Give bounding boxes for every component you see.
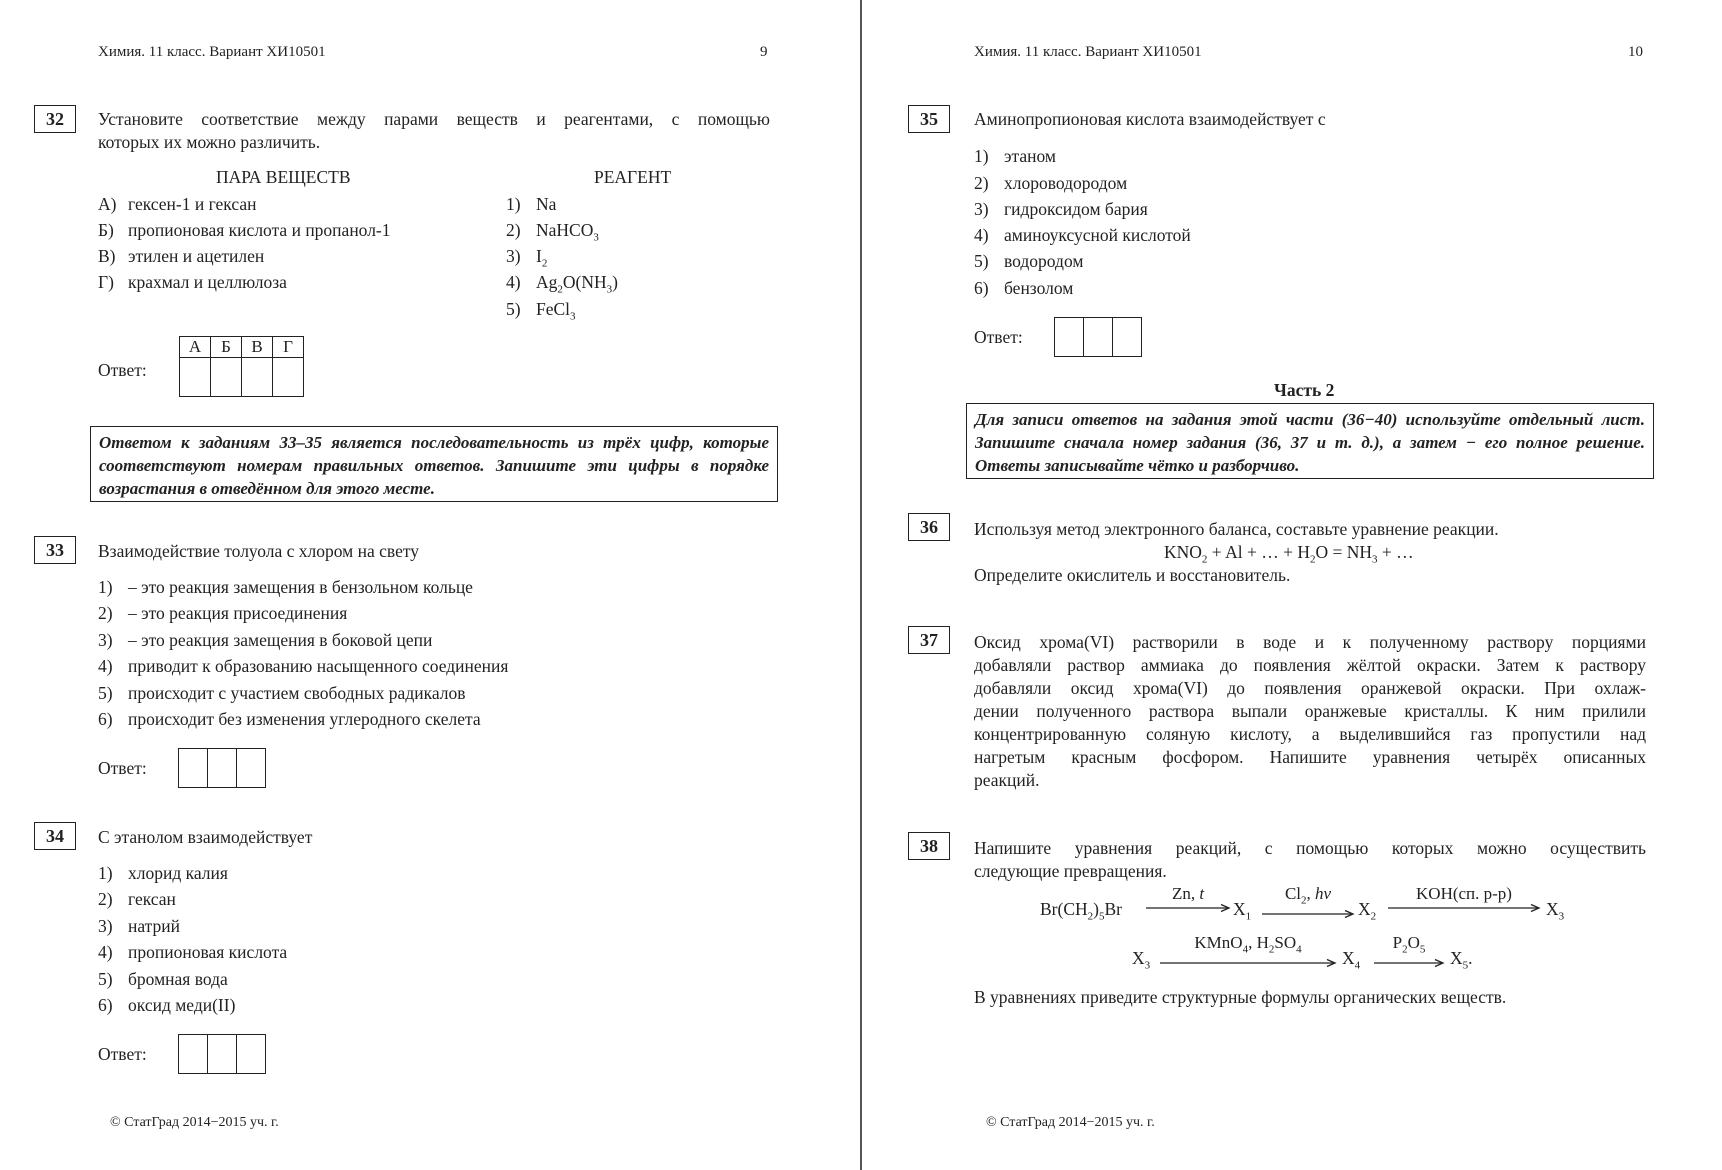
q36-text-line1: Используя метод электронного баланса, составьте уравнение реакции. — [974, 519, 1499, 539]
q38-text-line3: В уравнениях приведите структурные формулы органических веществ. — [974, 987, 1507, 1007]
q37-line5: концентрированную соляную кислоту, а выделившийся газ пропустили над — [974, 724, 1646, 744]
arrow-2-line — [1260, 909, 1356, 919]
q32-reagent-4: 4) $Ag_2O(NH_3)$ — [506, 272, 618, 296]
q35-text: Аминопропионовая кислота взаимодействует с — [974, 109, 1326, 129]
q32-text-line2: которых их можно различить. — [98, 132, 321, 152]
q33-option-6: 6) происходит без изменения углеродного скелета — [98, 709, 481, 729]
right-page — [862, 0, 1722, 1170]
arrow-1: Zn, t — [1144, 885, 1232, 913]
instruction-box: Ответом к заданиям 33–35 является последовательность из трёх цифр, которые соответствуют номерам правильных ответов. Запишите эти цифры в порядке возрастания в отведённом для этого месте. — [90, 426, 778, 502]
page-header: Химия. 11 класс. Вариант ХИ10501 — [974, 44, 1202, 60]
x2-label: $X_2$ — [1358, 899, 1377, 923]
page-number: 10 — [1628, 44, 1643, 60]
q34-option-5: 5) бромная вода — [98, 969, 228, 989]
question-number-32: 32 — [34, 105, 76, 133]
arrow-1-line — [1144, 903, 1232, 913]
q32-answer-cell-c[interactable] — [242, 358, 273, 397]
q33-answer-boxes[interactable] — [179, 748, 266, 788]
q35-answer-label: Ответ: — [974, 327, 1023, 347]
part2-title: Часть 2 — [1274, 380, 1335, 400]
q33-option-1: 1) – это реакция замещения в бензольном кольце — [98, 577, 473, 597]
scheme-start-compound: $Br(CH_2)_5Br$ — [1040, 899, 1122, 923]
q34-option-2: 2) гексан — [98, 889, 176, 909]
q32-col2-header: РЕАГЕНТ — [594, 167, 672, 187]
q32-pair-b: Б) пропионовая кислота и пропанол-1 — [98, 220, 391, 240]
question-number-35: 35 — [908, 105, 950, 133]
q37-line1: Оксид хрома(VI) растворили в воде и к полученному раствору порциями — [974, 632, 1646, 652]
q32-answer-table — [179, 336, 304, 397]
q32-pair-d: Г) крахмал и целлюлоза — [98, 272, 287, 292]
q37-line2: добавляли раствор аммиака до появления жёлтой окраски. Затем к раствору — [974, 655, 1646, 675]
q37-line4: дении полученного раствора выпали оранжевые кристаллы. К ним прилили — [974, 701, 1646, 721]
x3-start-label: $X_3$ — [1132, 948, 1151, 972]
q36-text-line2: Определите окислитель и восстановитель. — [974, 565, 1291, 585]
q35-option-6: 6) бензолом — [974, 278, 1074, 298]
q35-option-5: 5) водородом — [974, 251, 1084, 271]
q33-option-4: 4) приводит к образованию насыщенного соединения — [98, 656, 509, 676]
x5-label: $X_5$. — [1450, 948, 1473, 972]
q32-table-header-a: А — [180, 337, 211, 358]
q32-pair-c: В) этилен и ацетилен — [98, 246, 265, 266]
q35-option-1: 1) этаном — [974, 146, 1056, 166]
q32-table-header-d: Г — [273, 337, 304, 358]
q32-reagent-1: 1) Na — [506, 194, 557, 214]
page-footer: © СтатГрад 2014−2015 уч. г. — [110, 1115, 279, 1130]
q37-line3: добавляли оксид хрома(VI) до появления оранжевой окраски. При охлаж- — [974, 678, 1646, 698]
page-footer: © СтатГрад 2014−2015 уч. г. — [986, 1115, 1155, 1130]
arrow-2: $Cl_2$, hν — [1260, 885, 1356, 919]
q33-option-3: 3) – это реакция замещения в боковой цепи — [98, 630, 433, 650]
q35-option-3: 3) гидроксидом бария — [974, 199, 1148, 219]
arrow-3-line — [1386, 903, 1542, 913]
q34-option-1: 1) хлорид калия — [98, 863, 228, 883]
q33-option-5: 5) происходит с участием свободных радикалов — [98, 683, 466, 703]
q32-answer-label: Ответ: — [98, 360, 147, 380]
q32-col1-header: ПАРА ВЕЩЕСТВ — [216, 167, 351, 187]
arrow-4-line — [1158, 958, 1338, 968]
q35-option-4: 4) аминоуксусной кислотой — [974, 225, 1191, 245]
arrow-5-line — [1372, 958, 1446, 968]
q32-table-header-b: Б — [211, 337, 242, 358]
q34-answer-boxes[interactable] — [179, 1034, 266, 1074]
q32-reagent-2: 2) NaHCO$_3$ — [506, 220, 599, 244]
x3-label: $X_3$ — [1546, 899, 1565, 923]
q34-answer-label: Ответ: — [98, 1044, 147, 1064]
q34-text: С этанолом взаимодействует — [98, 827, 313, 847]
q37-line6: нагретым красным фосфором. Напишите уравнения четырёх описанных — [974, 747, 1646, 767]
q32-reagent-3: 3) $I_2$ — [506, 246, 548, 270]
q32-pair-a: А) гексен-1 и гексан — [98, 194, 257, 214]
q32-text-line1: Установите соответствие между парами веществ и реагентами, с помощью — [98, 109, 770, 129]
q36-equation: $KNO_2 + Al$ + … + $H_2O = NH_3$ + … — [1164, 542, 1414, 566]
q38-text-line2: следующие превращения. — [974, 861, 1167, 881]
arrow-4: KMnO$_4$, $H_2SO_4$ — [1158, 934, 1338, 968]
q33-answer-label: Ответ: — [98, 758, 147, 778]
q34-option-4: 4) пропионовая кислота — [98, 942, 288, 962]
q34-option-3: 3) натрий — [98, 916, 181, 936]
q32-reagent-5: 5) FeCl$_3$ — [506, 299, 576, 323]
q35-option-2: 2) хлороводородом — [974, 173, 1128, 193]
x1-label: $X_1$ — [1233, 899, 1252, 923]
arrow-5: $P_2O_5$ — [1372, 934, 1446, 968]
page-header: Химия. 11 класс. Вариант ХИ10501 — [98, 44, 326, 60]
q32-answer-cell-d[interactable] — [273, 358, 304, 397]
q32-table-header-c: В — [242, 337, 273, 358]
x4-label: $X_4$ — [1342, 948, 1361, 972]
part2-note-box: Для записи ответов на задания этой части (36−40) используйте отдельный лист. Запишите сначала номер задания (36, 37 и т. д.), а затем − его полное решение. Ответы записывайте чётко и разборчиво. — [966, 403, 1654, 479]
page-number: 9 — [760, 44, 768, 60]
arrow-3: KOH(сп. р-р) — [1386, 885, 1542, 913]
q33-option-2: 2) – это реакция присоединения — [98, 603, 348, 623]
question-number-36: 36 — [908, 513, 950, 541]
q33-text: Взаимодействие толуола с хлором на свету — [98, 541, 419, 561]
question-number-34: 34 — [34, 822, 76, 850]
question-number-33: 33 — [34, 536, 76, 564]
q38-text-line1: Напишите уравнения реакций, с помощью которых можно осуществить — [974, 838, 1646, 858]
question-number-37: 37 — [908, 626, 950, 654]
q34-option-6: 6) оксид меди(II) — [98, 995, 236, 1015]
question-number-38: 38 — [908, 832, 950, 860]
q35-answer-boxes[interactable] — [1055, 317, 1142, 357]
left-page — [0, 0, 860, 1170]
q32-answer-cell-b[interactable] — [211, 358, 242, 397]
q32-answer-cell-a[interactable] — [180, 358, 211, 397]
q37-line7: реакций. — [974, 770, 1040, 790]
